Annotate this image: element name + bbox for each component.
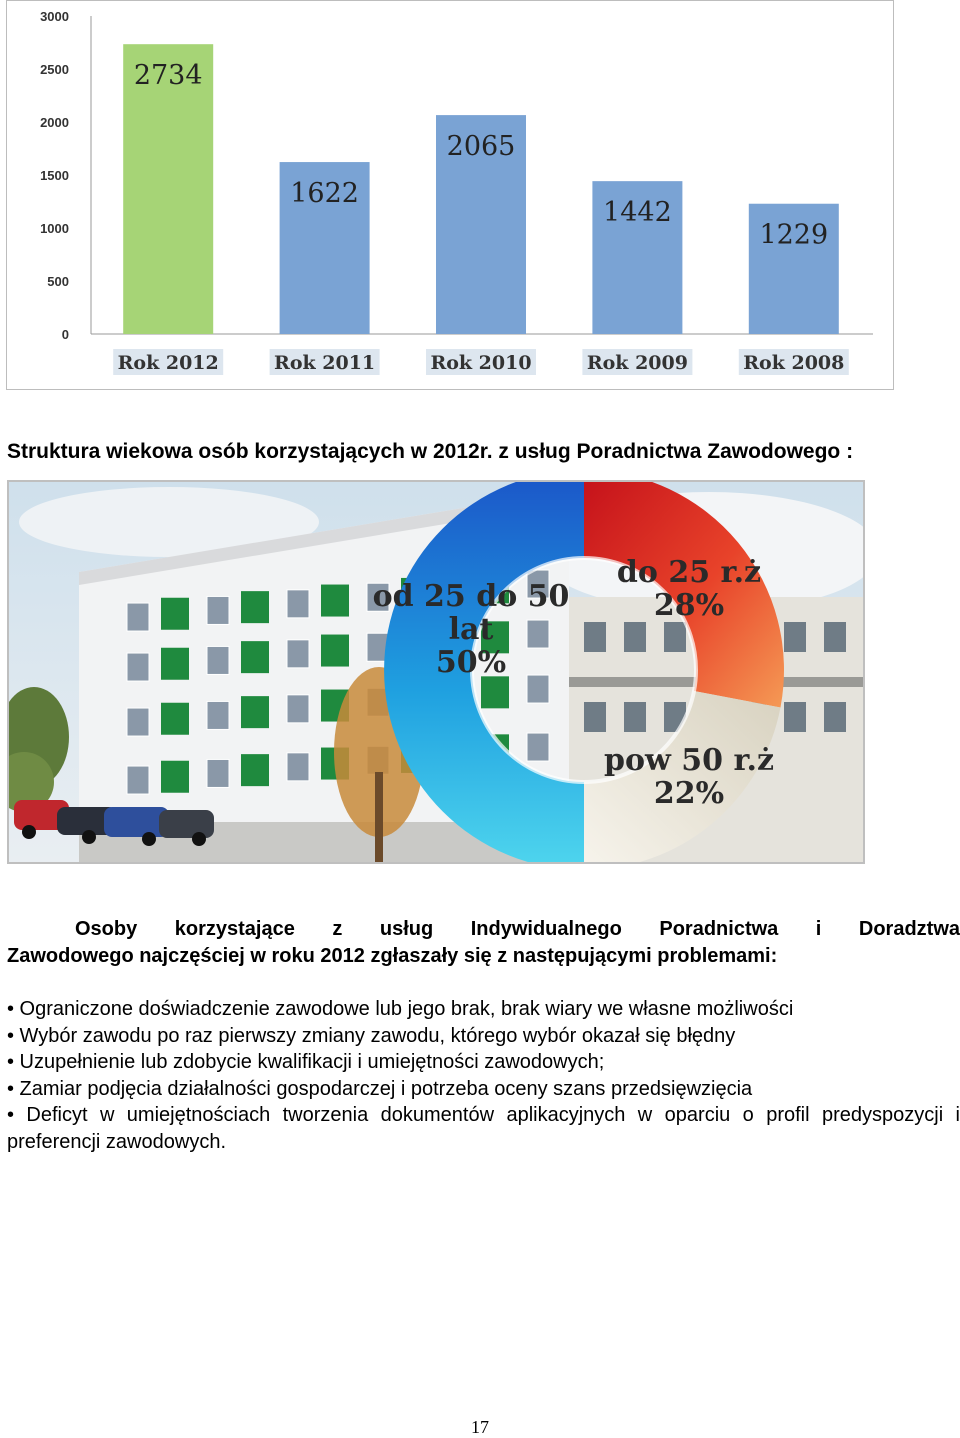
bar-value-label: 1622	[290, 178, 359, 210]
building-photo-with-donut	[7, 480, 865, 864]
x-tick-label: Rok 2009	[586, 352, 688, 374]
bar-chart	[6, 0, 894, 390]
bar-value-label: 2734	[133, 60, 203, 92]
y-tick-label: 1500	[40, 168, 69, 183]
y-tick-label: 3000	[40, 9, 69, 24]
bar-value-label: 1442	[603, 197, 672, 229]
section-title: Struktura wiekowa osób korzystających w 2012r. z usług Poradnictwa Zawodowego :	[7, 440, 854, 463]
x-tick-label: Rok 2012	[117, 352, 219, 374]
list-item: • Ograniczone doświadczenie zawodowe lub jego brak, brak wiary we własne możliwości	[7, 998, 794, 1020]
y-tick-label: 500	[47, 274, 69, 289]
bar-value-label: 1229	[759, 219, 829, 251]
x-tick-label: Rok 2008	[743, 352, 845, 374]
list-item: • Zamiar podjęcia działalności gospodarczej i potrzeba oceny szans przedsięwzięcia	[7, 1077, 753, 1100]
y-tick-label: 1000	[40, 221, 69, 236]
donut-chart-svg	[9, 482, 863, 862]
y-tick-label: 0	[61, 327, 69, 342]
problems-list	[7, 996, 960, 1155]
donut-slice-label: pow 50 r.ż 22%	[604, 743, 774, 811]
y-tick-label: 2000	[40, 115, 69, 130]
intro-paragraph	[7, 916, 960, 970]
donut-slice-label: od 25 do 50 lat 50%	[372, 579, 570, 680]
y-tick-label: 2500	[40, 62, 69, 77]
x-tick-label: Rok 2011	[274, 352, 376, 374]
intro-line-2: Zawodowego najczęściej w roku 2012 zgłaszały się z następującymi problemami:	[7, 945, 778, 967]
bar-chart-svg	[7, 1, 893, 389]
list-item: • Deficyt w umiejętnościach tworzenia dokumentów aplikacyjnych w oparciu o profil predyspozycji i preferencji zawodowych.	[7, 1104, 960, 1153]
list-item: • Wybór zawodu po raz pierwszy zmiany zawodu, którego wybór okazał się błędny	[7, 1024, 736, 1047]
x-tick-label: Rok 2010	[430, 352, 532, 374]
intro-line-1: Osoby korzystające z usług Indywidualnego Poradnictwa i Doradztwa	[75, 918, 960, 940]
list-item: • Uzupełnienie lub zdobycie kwalifikacji i umiejętności zawodowych;	[7, 1051, 605, 1073]
page-number: 17	[471, 1417, 489, 1437]
donut-slice-label: do 25 r.ż 28%	[616, 555, 762, 623]
bar-value-label: 2065	[446, 131, 516, 163]
